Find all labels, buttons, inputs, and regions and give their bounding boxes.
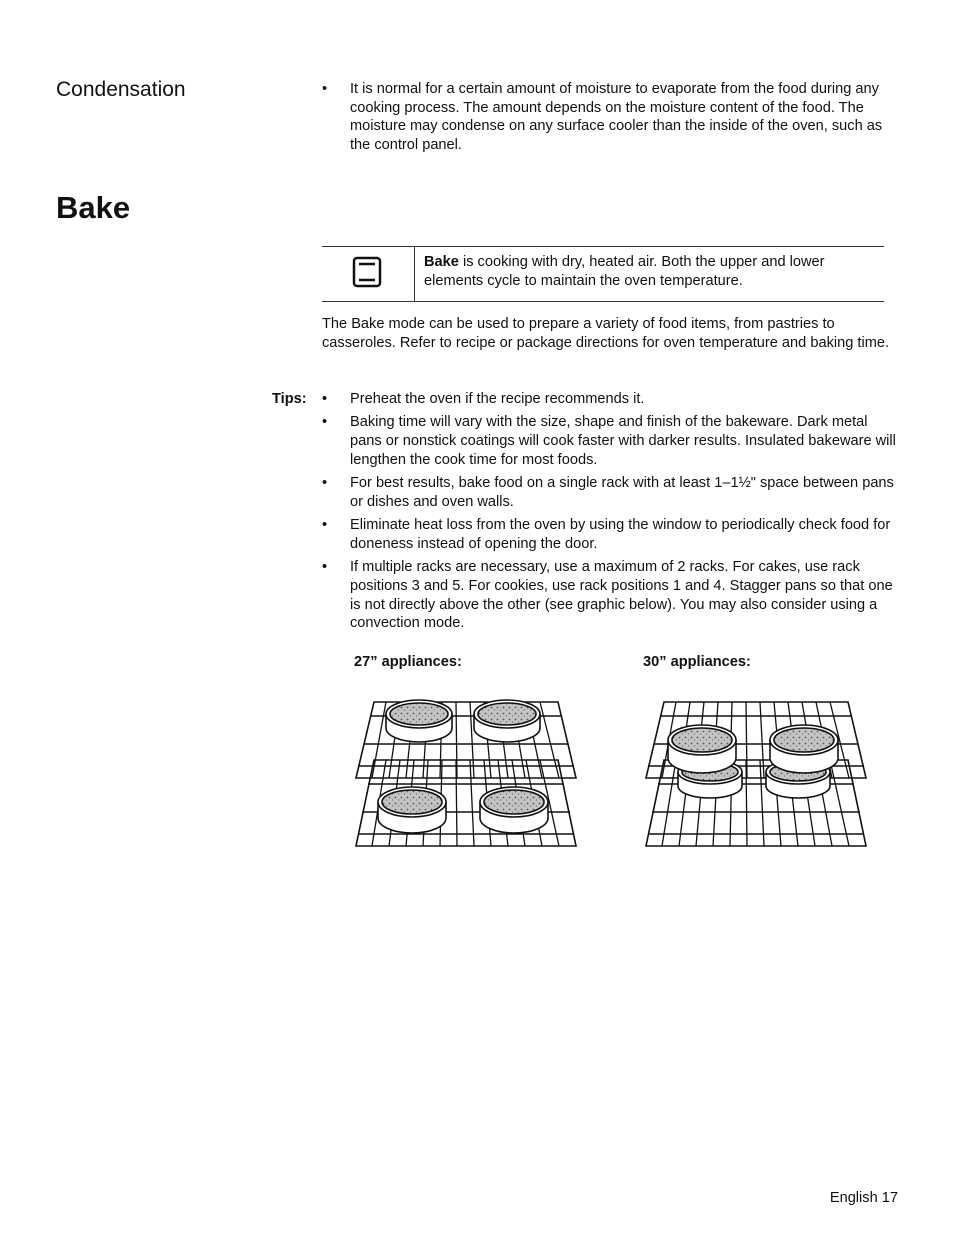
list-item: • Baking time will vary with the size, shape and finish of the bakeware. Dark metal pans or nonstick coatings will cook faster with darker results. Insulated bakeware will lengthen the cook time for most foods. [322, 413, 898, 469]
condensation-bullet-list [322, 80, 898, 155]
list-item: • For best results, bake food on a single rack with at least 1–1½" space between pans or dishes and oven walls. [322, 474, 898, 511]
bake-mode-description [424, 253, 874, 290]
list-item: • Eliminate heat loss from the oven by using the window to periodically check food for doneness instead of opening the door. [322, 516, 898, 553]
tips-label: Tips: [272, 391, 307, 407]
bake-mode-icon [352, 256, 382, 288]
figure-30-label: 30” appliances: [643, 654, 751, 670]
condensation-heading: Condensation [56, 78, 186, 101]
list-item: • If multiple racks are necessary, use a maximum of 2 racks. For cakes, use rack positions 3 and 5. For cookies, use rack positions 1 and 4. Stagger pans so that one is not directly above the other (see graphic below). You may also consider using a convection mode. [322, 558, 898, 633]
page-number: English 17 [829, 1190, 898, 1206]
tips-list [322, 390, 898, 638]
bake-mode-icon-cell [322, 247, 415, 301]
bake-mode-term: Bake [424, 254, 459, 270]
figure-27-label: 27” appliances: [354, 654, 462, 670]
rack-illustration-30 [642, 688, 870, 852]
bake-intro-paragraph: The Bake mode can be used to prepare a variety of food items, from pastries to casseroles. Refer to recipe or package directions for oven temperature and baking time. [322, 316, 890, 351]
list-item: • It is normal for a certain amount of moisture to evaporate from the food during any cooking process. The amount depends on the moisture content of the food. The moisture may condense on any surface cooler than the inside of the oven, such as the control panel. [322, 80, 898, 155]
rack-illustration-27 [352, 688, 580, 852]
list-item: • Preheat the oven if the recipe recommends it. [322, 390, 898, 409]
bake-mode-info-box [322, 246, 884, 302]
bake-heading: Bake [56, 190, 131, 225]
bake-mode-definition: is cooking with dry, heated air. Both the upper and lower elements cycle to maintain the oven temperature. [424, 254, 825, 289]
